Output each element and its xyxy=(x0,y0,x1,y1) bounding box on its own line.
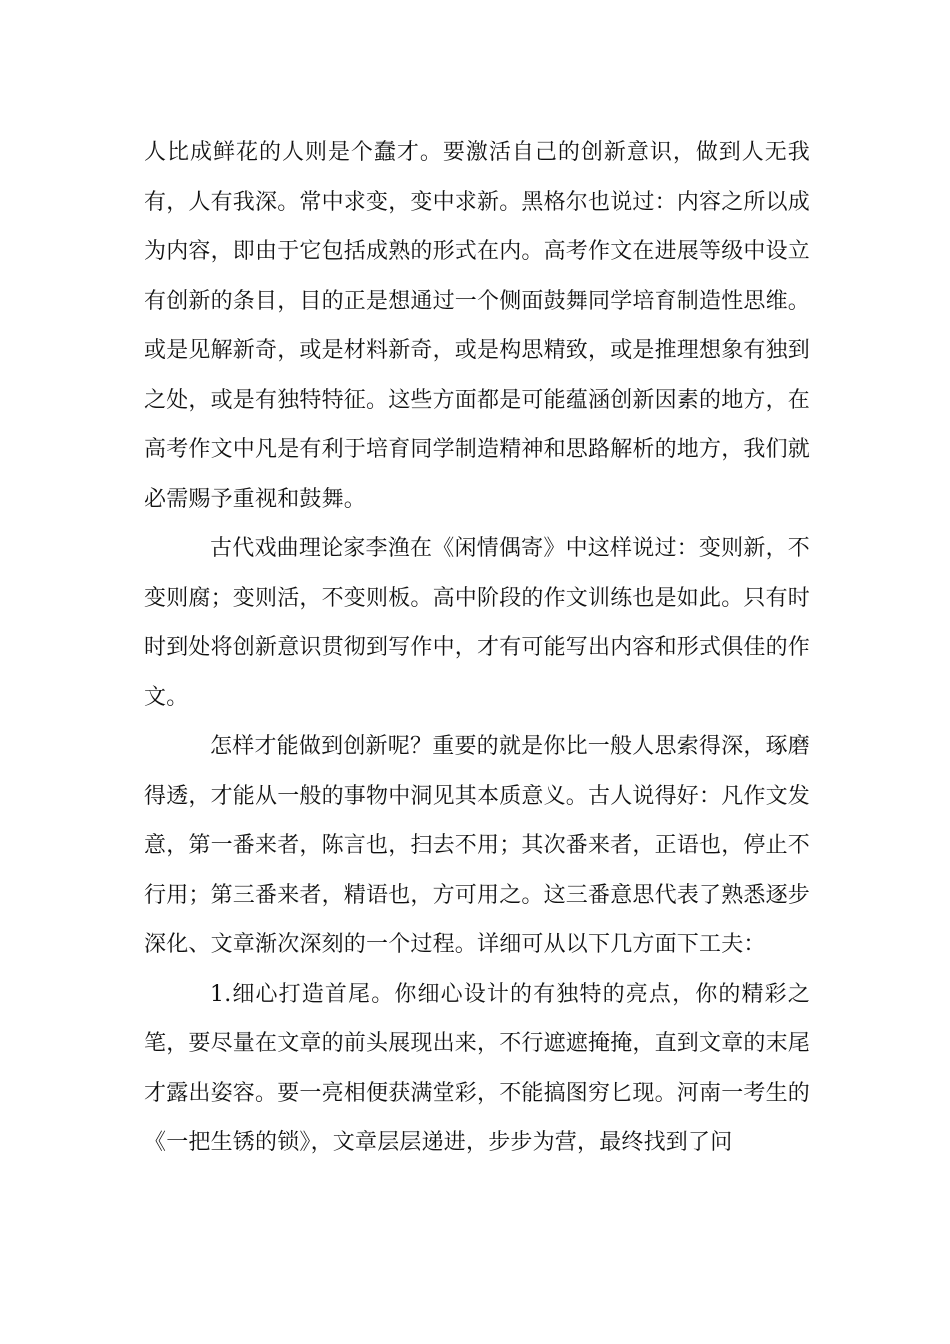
paragraph-2: 古代戏曲理论家李渔在《闲情偶寄》中这样说过：变则新，不变则腐；变则活，不变则板。高中阶段的作文训练也是如此。只有时时到处将创新意识贯彻到写作中，才有可能写出内容和形式俱佳的作文。 xyxy=(144,536,811,710)
paragraph-1: 人比成鲜花的人则是个蠢才。要激活自己的创新意识，做到人无我有，人有我深。常中求变，变中求新。黑格尔也说过：内容之所以成为内容，即由于它包括成熟的形式在内。高考作文在进展等级中设立有创新的条目，目的正是想通过一个侧面鼓舞同学培育制造性思维。或是见解新奇，或是材料新奇，或是构思精致，或是推理想象有独到之处，或是有独特特征。这些方面都是可能蕴涵创新因素的地方，在高考作文中凡是有利于培育同学制造精神和思路解析的地方，我们就必需赐予重视和鼓舞。 xyxy=(144,140,811,512)
paragraph-3: 怎样才能做到创新呢？重要的就是你比一般人思索得深，琢磨得透，才能从一般的事物中洞见其本质意义。古人说得好：凡作文发意，第一番来者，陈言也，扫去不用；其次番来者，正语也，停止不行用；第三番来者，精语也，方可用之。这三番意思代表了熟悉逐步深化、文章渐次深刻的一个过程。详细可从以下几方面下工夫： xyxy=(144,734,811,957)
document-body xyxy=(144,128,810,1168)
paragraph-4: 1.细心打造首尾。你细心设计的有独特的亮点，你的精彩之笔，要尽量在文章的前头展现出来，不行遮遮掩掩，直到文章的末尾才露出姿容。要一亮相便获满堂彩，不能搞图穷匕现。河南一考生的《一把生锈的锁》，文章层层递进，步步为营，最终找到了问 xyxy=(144,981,811,1155)
